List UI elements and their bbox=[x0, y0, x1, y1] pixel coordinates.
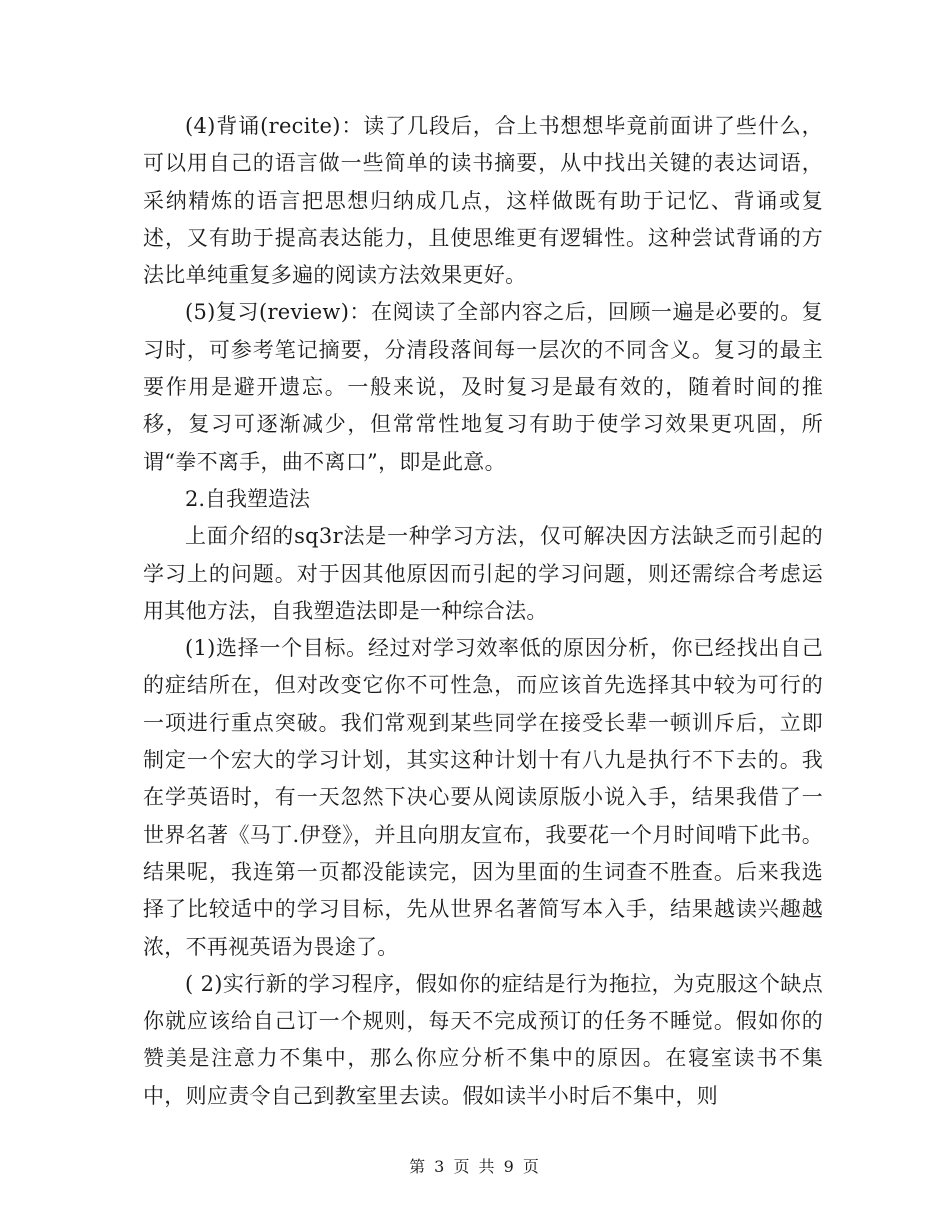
document-body bbox=[143, 108, 823, 1115]
paragraph-new-procedure: ( 2)实行新的学习程序，假如你的症结是行为拖拉，为克服这个缺点你就应该给自己订一个规则，每天不完成预订的任务不睡觉。假如你的赞美是注意力不集中，那么你应分析不集中的原因。在寝室读书不集中，则应责令自己到教室里去读。假如读半小时后不集中，则 bbox=[143, 971, 823, 1108]
paragraph-review: (5)复习(review)：在阅读了全部内容之后，回顾一遍是必要的。复习时，可参考笔记摘要，分清段落间每一层次的不同含义。复习的最主要作用是避开遗忘。一般来说，及时复习是最有效的，随着时间的推移，复习可逐渐减少，但常常性地复习有助于使学习效果更巩固，所谓“拳不离手，曲不离口”，即是此意。 bbox=[143, 300, 823, 474]
paragraph-sq3r-intro: 上面介绍的sq3r法是一种学习方法，仅可解决因方法缺乏而引起的学习上的问题。对于因其他原因而引起的学习问题，则还需综合考虑运用其他方法，自我塑造法即是一种综合法。 bbox=[143, 524, 823, 623]
paragraph-recite: (4)背诵(recite)：读了几段后，合上书想想毕竟前面讲了些什么，可以用自己的语言做一些简单的读书摘要，从中找出关键的表达词语，采纳精炼的语言把思想归纳成几点，这样做既有助于记忆、背诵或复述，又有助于提高表达能力，且使思维更有逻辑性。这种尝试背诵的方法比单纯重复多遍的阅读方法效果更好。 bbox=[143, 114, 823, 288]
paragraph-choose-goal: (1)选择一个目标。经过对学习效率低的原因分析，你已经找出自己的症结所在，但对改变它你不可性急，而应该首先选择其中较为可行的一项进行重点突破。我们常观到某些同学在接受长辈一顿训斥后，立即制定一个宏大的学习计划，其实这种计划十有八九是执行不下去的。我在学英语时，有一天忽然下决心要从阅读原版小说入手，结果我借了一世界名著《马丁.伊登》，并且向朋友宣布，我要花一个月时间啃下此书。结果呢，我连第一页都没能读完，因为里面的生词查不胜查。后来我选择了比较适中的学习目标，先从世界名著简写本入手，结果越读兴趣越浓，不再视英语为畏途了。 bbox=[143, 636, 823, 959]
section-heading-self-shaping: 2.自我塑造法 bbox=[185, 486, 311, 511]
page-number-footer: 第 3 页 共 9 页 bbox=[409, 1157, 541, 1176]
